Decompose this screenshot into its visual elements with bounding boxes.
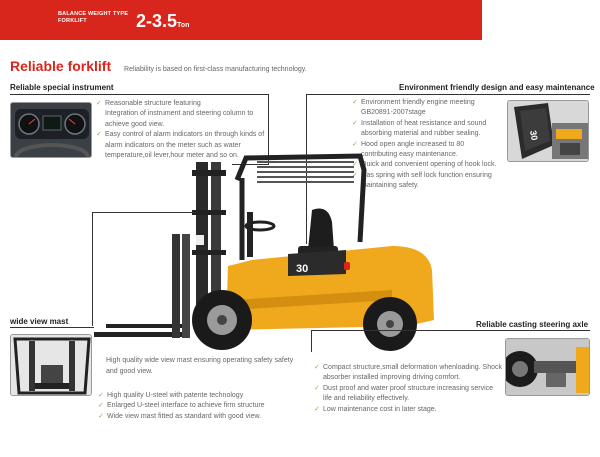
steering-leader-line: [311, 330, 312, 352]
list-item: ✓ Wide view mast fitted as standard with good view.: [98, 412, 308, 422]
header-capacity: [136, 11, 189, 36]
mast-photo: [10, 334, 92, 396]
steering-section-title: Reliable casting steering axle: [476, 320, 589, 329]
list-item: ✓ Environment friendly engine meeting GB20891-2007stage: [352, 99, 475, 117]
list-item: ✓ Dust proof and water proof structure increasing service life and reliability effectively.: [314, 384, 494, 403]
list-item: ✓ Compact structure,small deformation whenloading. Shock absorber installed improving driving comfort.: [314, 364, 502, 382]
check-icon: ✓: [314, 364, 320, 371]
instrument-divider: [10, 94, 269, 95]
list-item: ✓ Installation of heat resistance and sound absorbing material and rubber sealing.: [352, 119, 487, 138]
list-item: Integration of instrument and steering column to achieve good view.: [105, 110, 254, 128]
header-subtitle-line1: BALANCE WEIGHT TYPE: [58, 11, 129, 17]
mast-feature-list: [98, 391, 308, 422]
header-subtitle-line2: FORKLIFT: [58, 18, 87, 24]
capacity-unit: Ton: [177, 22, 190, 29]
check-icon: ✓: [98, 392, 104, 399]
page-title: Reliable forklift: [10, 58, 112, 74]
hood-label: 30: [528, 129, 540, 142]
list-item: ✓ Reasonable structure featuring: [96, 99, 268, 109]
check-icon: ✓: [314, 405, 320, 413]
check-icon: ✓: [352, 99, 358, 106]
check-icon: ✓: [96, 100, 102, 107]
list-item: ✓ Easy control of alarm indicators on through kinds of alarm indicators on the meter such as water temperature,oil lever,hour meter and so on.: [96, 131, 265, 160]
check-icon: ✓: [352, 171, 358, 179]
mast-leader-line: [92, 212, 93, 326]
check-icon: ✓: [352, 119, 358, 127]
mast-divider: [10, 327, 94, 328]
check-icon: ✓: [352, 140, 358, 148]
mast-intro: High quality wide view mast ensuring operating safety safety and good view.: [106, 357, 294, 375]
list-item: ✓ Enlarged U-steel interface to achieve firm structure: [98, 401, 308, 411]
check-icon: ✓: [98, 402, 104, 410]
steering-feature-list: [314, 363, 502, 415]
instrument-section-title: Reliable special instrument: [10, 83, 114, 92]
list-item: ✓ Low maintenance cost in later stage.: [314, 405, 502, 415]
forklift-illustration: [92, 150, 442, 356]
list-item: ✓ Gas spring with self lock function ensuring maintaining safety.: [352, 171, 492, 190]
environment-section-title: Environment friendly design and easy maintenance: [399, 83, 595, 92]
capacity-value: 2-3.5: [136, 11, 178, 31]
steering-axle-photo: [505, 338, 590, 396]
mast-section-title: wide view mast: [10, 317, 69, 326]
check-icon: ✓: [314, 384, 320, 392]
steering-divider: [311, 330, 590, 331]
environment-divider: [306, 94, 590, 95]
header-subtitle: [58, 11, 128, 25]
list-item: ✓ High quality U-steel with patente technology: [98, 391, 308, 401]
check-icon: ✓: [352, 161, 358, 169]
list-item: ✓ Hood open angle increased to 80 contributing easy maintenance.: [352, 140, 465, 159]
instrument-photo: [10, 102, 92, 158]
check-icon: ✓: [96, 131, 102, 139]
mast-leader-line-h: [92, 212, 196, 213]
check-icon: ✓: [98, 412, 104, 420]
hood-photo: [507, 100, 589, 162]
forklift-model-label: 30: [296, 263, 309, 275]
tagline: Reliability is based on first-class manufacturing technology.: [124, 66, 307, 73]
list-item: ✓ Quick and convenient opening of hook lock.: [352, 160, 502, 170]
